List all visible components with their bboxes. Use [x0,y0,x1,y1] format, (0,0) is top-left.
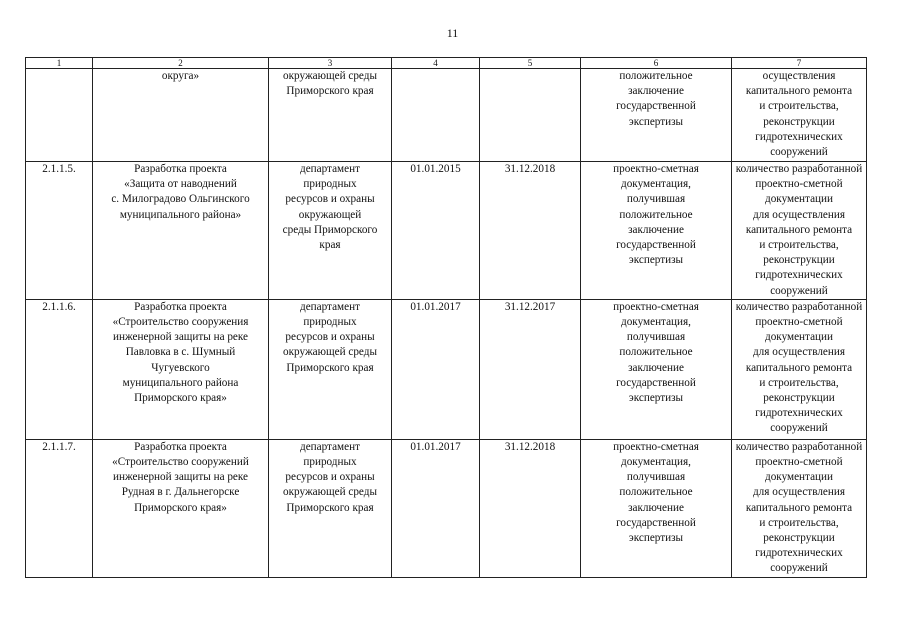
cell-start-date: 01.01.2017 [392,439,480,577]
cell-number [26,69,93,162]
cell-executor: окружающей среды Приморского края [269,69,392,162]
cell-indicator: осуществления капитального ремонта и строительства, реконструкции гидротехнических сооружений [732,69,867,162]
page-number: 11 [446,26,459,40]
table-row [26,162,867,300]
cell-end-date: 31.12.2017 [480,299,581,439]
program-table [25,57,867,578]
cell-indicator: количество разработанной проектно-сметной документации для осуществления капитального ремонта и строительства, реконструкции гидротехнических сооружений [732,299,867,439]
column-number-row [26,58,867,69]
cell-start-date [392,69,480,162]
column-number: 6 [581,58,732,69]
cell-executor: департамент природных ресурсов и охраны окружающей среды Приморского края [269,162,392,300]
column-number: 5 [480,58,581,69]
table-row [26,299,867,439]
cell-executor: департамент природных ресурсов и охраны окружающей среды Приморского края [269,299,392,439]
cell-end-date: 31.12.2018 [480,162,581,300]
column-number: 2 [93,58,269,69]
cell-indicator: количество разработанной проектно-сметной документации для осуществления капитального ремонта и строительства, реконструкции гидротехнических сооружений [732,162,867,300]
cell-measure-name: Разработка проекта «Защита от наводнений с. Милоградово Ольгинского муниципального района» [93,162,269,300]
table-row [26,439,867,577]
cell-end-date: 31.12.2018 [480,439,581,577]
cell-measure-name: Разработка проекта «Строительство сооружений инженерной защиты на реке Рудная в г. Дальнегорске Приморского края» [93,439,269,577]
column-number: 4 [392,58,480,69]
cell-expected-result: проектно-сметная документация, получившая положительное заключение государственной экспертизы [581,299,732,439]
cell-end-date [480,69,581,162]
cell-measure-name: округа» [93,69,269,162]
column-number: 7 [732,58,867,69]
cell-number: 2.1.1.5. [26,162,93,300]
cell-executor: департамент природных ресурсов и охраны окружающей среды Приморского края [269,439,392,577]
cell-expected-result: проектно-сметная документация, получившая положительное заключение государственной экспертизы [581,162,732,300]
cell-start-date: 01.01.2017 [392,299,480,439]
cell-expected-result: проектно-сметная документация, получившая положительное заключение государственной экспертизы [581,439,732,577]
column-number: 1 [26,58,93,69]
cell-number: 2.1.1.6. [26,299,93,439]
cell-measure-name: Разработка проекта «Строительство сооружения инженерной защиты на реке Павловка в с. Шумный Чугуевского муниципального района Приморского края» [93,299,269,439]
cell-number: 2.1.1.7. [26,439,93,577]
cell-expected-result: положительное заключение государственной экспертизы [581,69,732,162]
table-row [26,69,867,162]
cell-start-date: 01.01.2015 [392,162,480,300]
cell-indicator: количество разработанной проектно-сметной документации для осуществления капитального ремонта и строительства, реконструкции гидротехнических сооружений [732,439,867,577]
column-number: 3 [269,58,392,69]
